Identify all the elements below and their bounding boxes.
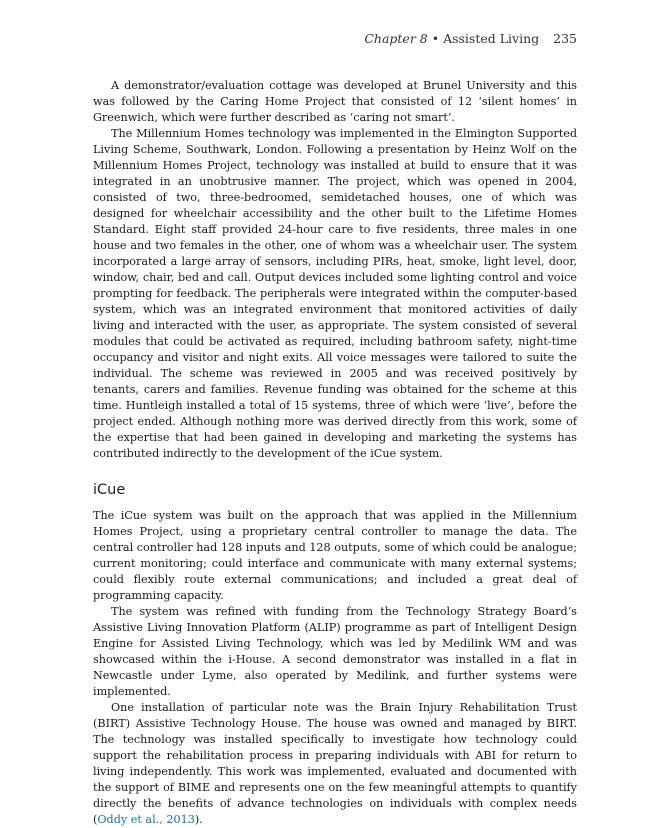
- paragraph-end: ).: [194, 813, 203, 826]
- section-heading: iCue: [93, 482, 126, 498]
- citation-link[interactable]: Oddy et al., 2013: [97, 813, 195, 826]
- paragraph-text: One installation of particular note was the Brain Injury Rehabilitation Trust (BIRT) Assistive Technology House. The house was owned and managed by BIRT. The technology was installed specifically to investigate how technology could support the rehabilitation process in preparing individuals with ABI for return to living independently. This work was implemented, evaluated and documented with the support of BIME and represents one on the few meaningful attempts to quantify directly the benefits of advance technologies on individuals with complex needs (: [93, 701, 577, 826]
- paragraph: The iCue system was built on the approach that was applied in the Millennium Homes Project, using a proprietary central controller to manage the data. The central controller had 128 inputs and 128 outputs, some of which could be analogue; current monitoring; could interface and communicate with many external systems; could flexibly route external communications; and included a great deal of programming capacity.: [93, 509, 577, 602]
- paragraph: The system was refined with funding from the Technology Strategy Board’s Assistive Living Innovation Platform (ALIP) programme as part of Intelligent Design Engine for Assisted Living Technology, which was led by Medilink WM and was showcased within the i-House. A second demonstrator was installed in a flat in Newcastle under Lyme, also operated by Medilink, and further systems were implemented.: [93, 605, 577, 698]
- chapter-title: Assisted Living: [443, 31, 540, 46]
- chapter-label: Chapter 8: [364, 31, 428, 46]
- running-header: [364, 31, 577, 46]
- paragraph: [93, 700, 577, 828]
- paragraph: A demonstrator/evaluation cottage was developed at Brunel University and this was followed by the Caring Home Project that consisted of 12 ‘silent homes’ in Greenwich, which were further described as ‘caring not smart’.: [93, 79, 577, 124]
- page-number: 235: [553, 31, 577, 46]
- header-bullet: •: [431, 31, 440, 46]
- body-text: [93, 78, 577, 828]
- paragraph: The Millennium Homes technology was implemented in the Elmington Supported Living Scheme, Southwark, London. Following a presentation by Heinz Wolf on the Millennium Homes Project, technology was installed at build to ensure that it was integrated in an unobtrusive manner. The project, which was opened in 2004, consisted of two, three-bedroomed, semidetached houses, one of which was designed for wheelchair accessibility and the other built to the Lifetime Homes Standard. Eight staff provided 24-hour care to five residents, three males in one house and two females in the other, one of whom was a wheelchair user. The system incorporated a large array of sensors, including PIRs, heat, smoke, light level, door, window, chair, bed and call. Output devices included some lighting control and voice prompting for feedback. The peripherals were integrated within the computer-based system, which was an integrated environment that monitored activities of daily living and interacted with the user, as appropriate. The system consisted of several modules that could be activated as required, including bathroom safety, night-time occupancy and visitor and night exits. All voice messages were tailored to suite the individual. The scheme was reviewed in 2005 and was received positively by tenants, carers and families. Revenue funding was obtained for the scheme at this time. Huntleigh installed a total of 15 systems, three of which were ‘live’, before the project ended. Although nothing more was derived directly from this work, some of the expertise that had been gained in developing and marketing the systems has contributed indirectly to the development of the iCue system.: [93, 127, 577, 460]
